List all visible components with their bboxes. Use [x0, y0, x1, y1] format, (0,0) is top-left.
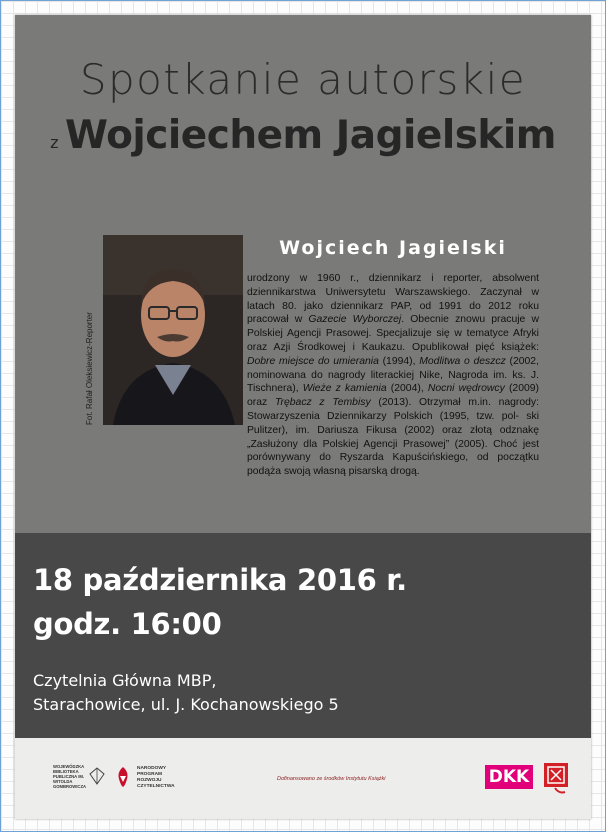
author-bio	[247, 272, 539, 479]
bio-text: . Obecnie znowu pracuje w Polskiej Agencji Prasowej. Specjalizuje się w tematyce Afryki oraz Azji Środkowej i Kaukazu. Opublikował pięć książek:	[247, 314, 539, 353]
event-time: godz. 16:00	[33, 607, 222, 641]
instytut-ksiazki-logo	[543, 762, 569, 796]
bio-text: (2013). Otrzymał m.in. nagrody: Stowarzyszenia Dziennikarzy Polskich (1995, tzw. pol- ski Pulitzer), im. Dariusza Fikusa (2002) oraz złotą odznakę „Zasłużony dla Polskiej Agencji Prasowej” (2005). Choć jest porównywany do Ryszarda Kapuścińskiego, od początku podąża swoją własną pisarską drogą.	[247, 397, 540, 478]
library-logo	[53, 762, 103, 796]
npr-logo	[115, 762, 185, 796]
photo-credit: Fot. Rafał Oleksiewicz-Reporter	[85, 312, 94, 425]
bio-book-title: Wieże z kamienia	[302, 383, 387, 395]
bio-text: urodzony w 1960 r., dziennikarz i reporter, absolwent dziennikarstwa Uniwersytetu Warszawskiego. Zaczynał w latach 80. jako dziennikarz PAP, od 1991 do 2012 roku pracował w	[247, 273, 539, 326]
dkk-logo: DKK	[485, 765, 533, 789]
bio-publication-title: Gazecie Wyborczej	[308, 314, 402, 326]
title-prefix: z	[50, 133, 59, 152]
funding-note: Dofinansowano ze środków Instytutu Książki	[277, 776, 386, 782]
bio-book-title: Trębacz z Tembisy	[274, 397, 371, 409]
title-line-1: Spotkanie autorskie	[79, 55, 527, 104]
title-author-name: Wojciechem Jagielskim	[64, 113, 556, 158]
sponsor-footer	[15, 738, 591, 819]
event-details-band	[15, 533, 591, 738]
bio-book-title: Modlitwa o deszcz	[419, 355, 506, 367]
npr-logo-text: NARODOWY PROGRAM ROZWOJU CZYTELNICTWA	[137, 766, 175, 789]
venue-address: Starachowice, ul. J. Kochanowskiego 5	[33, 695, 339, 714]
bio-text: (2002, nominowana do nagrody literackiej Nike, Nagroda im. ks. J. Tischnera),	[247, 355, 539, 395]
author-name-heading: Wojciech Jagielski	[279, 237, 507, 259]
venue-name: Czytelnia Główna MBP,	[33, 671, 217, 690]
bio-book-title: Dobre miejsce do umierania	[247, 355, 379, 367]
event-date: 18 października 2016 r.	[33, 563, 407, 597]
bio-book-title: Nocni wędrowcy	[427, 383, 505, 395]
title-line-2	[15, 113, 591, 158]
bio-text: (2004),	[390, 383, 424, 395]
bio-text: (1994),	[382, 355, 416, 367]
npr-emblem-icon	[115, 766, 131, 788]
poster	[15, 15, 591, 819]
author-photo	[103, 235, 243, 425]
library-book-icon	[89, 766, 105, 786]
library-logo-text: WOJEWÓDZKA BIBLIOTEKA PUBLICZNA IM. WITOLDA GOMBROWICZA	[53, 764, 87, 789]
bio-text: (2009) oraz	[247, 383, 539, 409]
